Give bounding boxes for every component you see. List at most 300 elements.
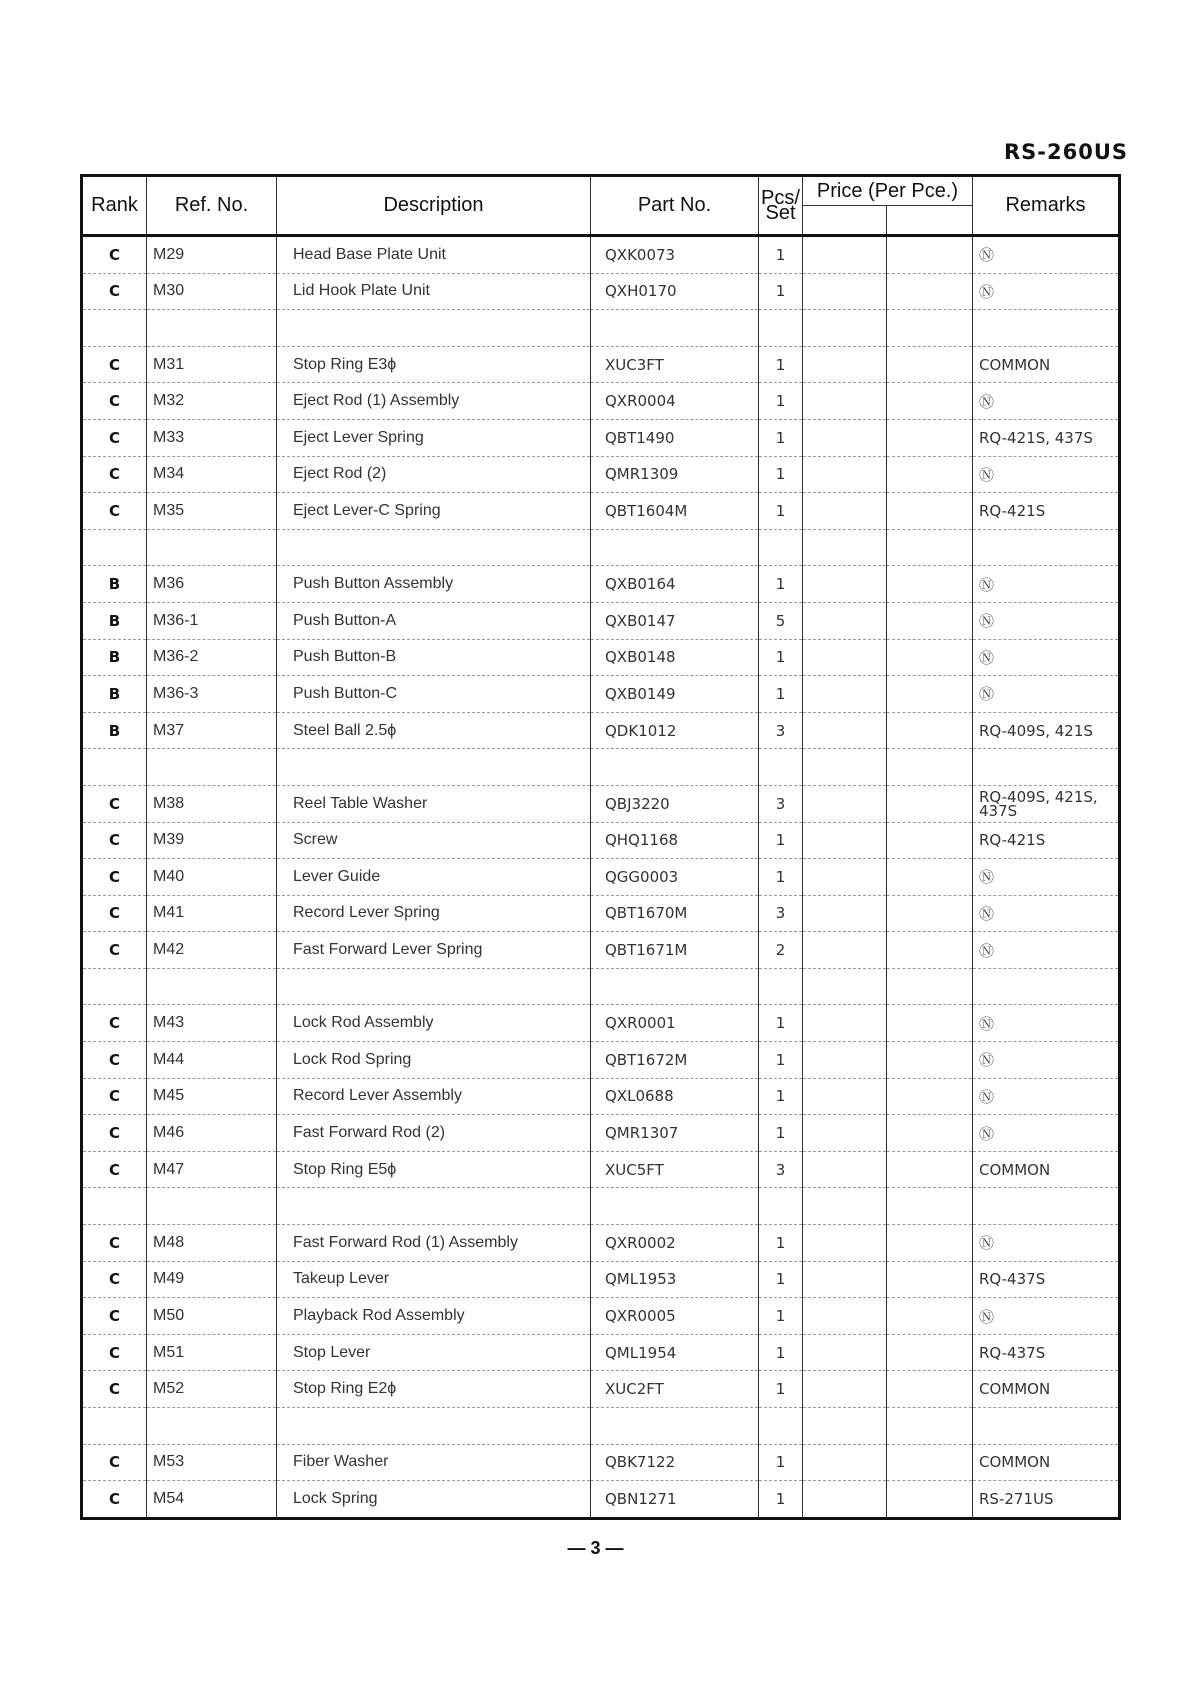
spacer-row xyxy=(82,310,1120,347)
ref-no-cell: M44 xyxy=(147,1042,277,1079)
ref-no-cell: M52 xyxy=(147,1371,277,1408)
remarks-cell xyxy=(973,749,1120,786)
ref-no-cell: M36 xyxy=(147,566,277,603)
ref-no-cell: M35 xyxy=(147,493,277,530)
price-cell-b xyxy=(887,456,973,493)
ref-no-cell: M36-2 xyxy=(147,639,277,676)
pcs-set-cell: 1 xyxy=(759,859,803,896)
table-row xyxy=(82,1261,1120,1298)
part-no-cell: QBT1490 xyxy=(591,419,759,456)
description-cell: Lever Guide xyxy=(277,859,591,896)
part-no-cell: QBT1670M xyxy=(591,895,759,932)
description-cell: Push Button Assembly xyxy=(277,566,591,603)
description-cell: Stop Ring E3ϕ xyxy=(277,346,591,383)
rank-cell: B xyxy=(82,566,147,603)
part-no-cell: XUC3FT xyxy=(591,346,759,383)
remarks-cell: RQ-409S, 421S, 437S xyxy=(973,785,1120,822)
part-no-cell xyxy=(591,968,759,1005)
ref-no-cell xyxy=(147,968,277,1005)
pcs-set-cell: 1 xyxy=(759,456,803,493)
spacer-row xyxy=(82,968,1120,1005)
description-cell xyxy=(277,1408,591,1445)
rank-cell: C xyxy=(82,822,147,859)
description-cell: Takeup Lever xyxy=(277,1261,591,1298)
part-no-cell: QXB0148 xyxy=(591,639,759,676)
description-cell: Screw xyxy=(277,822,591,859)
part-no-cell: QML1953 xyxy=(591,1261,759,1298)
remarks-cell xyxy=(973,1188,1120,1225)
description-cell: Eject Rod (2) xyxy=(277,456,591,493)
price-cell-b xyxy=(887,712,973,749)
description-cell: Fast Forward Rod (2) xyxy=(277,1115,591,1152)
rank-cell: B xyxy=(82,639,147,676)
description-cell: Push Button-B xyxy=(277,639,591,676)
pcs-set-cell: 1 xyxy=(759,1371,803,1408)
pcs-set-cell xyxy=(759,749,803,786)
price-cell-b xyxy=(887,859,973,896)
price-cell-b xyxy=(887,529,973,566)
table-row xyxy=(82,566,1120,603)
rank-cell: C xyxy=(82,1151,147,1188)
remarks-cell: Ⓝ xyxy=(973,602,1120,639)
price-cell-b xyxy=(887,1151,973,1188)
remarks-cell: Ⓝ xyxy=(973,639,1120,676)
pcs-set-cell: 3 xyxy=(759,785,803,822)
rank-cell: C xyxy=(82,383,147,420)
page-number: — 3 — xyxy=(567,1538,624,1558)
price-cell-b xyxy=(887,1005,973,1042)
part-no-cell: QMR1309 xyxy=(591,456,759,493)
rank-cell xyxy=(82,749,147,786)
ref-no-cell: M40 xyxy=(147,859,277,896)
pcs-set-cell: 1 xyxy=(759,1078,803,1115)
part-no-cell: QGG0003 xyxy=(591,859,759,896)
remarks-cell: Ⓝ xyxy=(973,859,1120,896)
price-cell-b xyxy=(887,419,973,456)
ref-no-cell: M37 xyxy=(147,712,277,749)
pcs-set-cell: 1 xyxy=(759,639,803,676)
pcs-set-cell: 1 xyxy=(759,822,803,859)
rank-cell: C xyxy=(82,785,147,822)
price-cell-a xyxy=(803,676,887,713)
rank-cell: C xyxy=(82,1078,147,1115)
pcs-set-cell: 1 xyxy=(759,1005,803,1042)
price-cell-a xyxy=(803,383,887,420)
remarks-cell: COMMON xyxy=(973,1371,1120,1408)
price-cell-b xyxy=(887,639,973,676)
rank-cell: C xyxy=(82,419,147,456)
table-row xyxy=(82,236,1120,274)
description-cell: Eject Lever-C Spring xyxy=(277,493,591,530)
ref-no-cell: M36-3 xyxy=(147,676,277,713)
part-no-cell: QXB0149 xyxy=(591,676,759,713)
description-cell: Fast Forward Rod (1) Assembly xyxy=(277,1225,591,1262)
description-cell: Fiber Washer xyxy=(277,1444,591,1481)
price-cell-b xyxy=(887,1115,973,1152)
ref-no-cell: M50 xyxy=(147,1298,277,1335)
price-cell-b xyxy=(887,383,973,420)
price-cell-b xyxy=(887,895,973,932)
part-no-cell xyxy=(591,1188,759,1225)
rank-cell xyxy=(82,1408,147,1445)
ref-no-cell: M41 xyxy=(147,895,277,932)
table-row xyxy=(82,493,1120,530)
ref-no-cell: M38 xyxy=(147,785,277,822)
spacer-row xyxy=(82,749,1120,786)
rank-cell: B xyxy=(82,602,147,639)
remarks-cell: COMMON xyxy=(973,1444,1120,1481)
description-cell: Stop Ring E5ϕ xyxy=(277,1151,591,1188)
price-cell-b xyxy=(887,676,973,713)
pcs-set-cell: 1 xyxy=(759,493,803,530)
pcs-set-cell: 1 xyxy=(759,419,803,456)
remarks-cell: Ⓝ xyxy=(973,932,1120,969)
rank-cell: C xyxy=(82,859,147,896)
description-cell: Eject Rod (1) Assembly xyxy=(277,383,591,420)
price-cell-b xyxy=(887,968,973,1005)
rank-cell: C xyxy=(82,1005,147,1042)
part-no-cell: QXB0164 xyxy=(591,566,759,603)
price-cell-a xyxy=(803,310,887,347)
part-no-cell: QXH0170 xyxy=(591,273,759,310)
remarks-cell: COMMON xyxy=(973,346,1120,383)
remarks-cell: Ⓝ xyxy=(973,383,1120,420)
table-row xyxy=(82,639,1120,676)
table-row xyxy=(82,1481,1120,1519)
pcs-set-cell: 1 xyxy=(759,1042,803,1079)
part-no-cell: QXB0147 xyxy=(591,602,759,639)
price-cell-b xyxy=(887,493,973,530)
description-cell: Steel Ball 2.5ϕ xyxy=(277,712,591,749)
table-row xyxy=(82,602,1120,639)
spacer-row xyxy=(82,1188,1120,1225)
col-price-sub-b xyxy=(887,206,973,236)
pcs-set-cell: 1 xyxy=(759,1444,803,1481)
description-cell: Lock Rod Assembly xyxy=(277,1005,591,1042)
col-ref-header: Ref. No. xyxy=(147,176,277,236)
table-row xyxy=(82,1444,1120,1481)
price-cell-b xyxy=(887,566,973,603)
price-cell-a xyxy=(803,1225,887,1262)
table-row xyxy=(82,895,1120,932)
description-cell: Playback Rod Assembly xyxy=(277,1298,591,1335)
col-part-no-header: Part No. xyxy=(591,176,759,236)
parts-list-table xyxy=(80,174,1121,1520)
table-row xyxy=(82,1005,1120,1042)
price-cell-a xyxy=(803,712,887,749)
pcs-set-cell: 3 xyxy=(759,712,803,749)
price-cell-b xyxy=(887,602,973,639)
description-cell xyxy=(277,749,591,786)
ref-no-cell xyxy=(147,310,277,347)
price-cell-a xyxy=(803,859,887,896)
ref-no-cell: M49 xyxy=(147,1261,277,1298)
rank-cell: C xyxy=(82,273,147,310)
price-cell-a xyxy=(803,895,887,932)
remarks-cell xyxy=(973,1408,1120,1445)
table-row xyxy=(82,273,1120,310)
ref-no-cell xyxy=(147,749,277,786)
price-cell-a xyxy=(803,529,887,566)
rank-cell: C xyxy=(82,1298,147,1335)
price-cell-a xyxy=(803,1371,887,1408)
part-no-cell: QDK1012 xyxy=(591,712,759,749)
price-cell-a xyxy=(803,822,887,859)
remarks-cell: RQ-437S xyxy=(973,1334,1120,1371)
rank-cell: C xyxy=(82,1334,147,1371)
remarks-cell: RQ-421S xyxy=(973,822,1120,859)
table-row xyxy=(82,859,1120,896)
col-rank-header: Rank xyxy=(82,176,147,236)
table-row xyxy=(82,785,1120,822)
ref-no-cell: M48 xyxy=(147,1225,277,1262)
part-no-cell: QML1954 xyxy=(591,1334,759,1371)
col-price-sub-a xyxy=(803,206,887,236)
ref-no-cell: M42 xyxy=(147,932,277,969)
ref-no-cell: M39 xyxy=(147,822,277,859)
table-row xyxy=(82,676,1120,713)
price-cell-b xyxy=(887,822,973,859)
remarks-cell: COMMON xyxy=(973,1151,1120,1188)
remarks-cell: Ⓝ xyxy=(973,566,1120,603)
remarks-cell: Ⓝ xyxy=(973,1005,1120,1042)
ref-no-cell: M33 xyxy=(147,419,277,456)
remarks-cell xyxy=(973,968,1120,1005)
ref-no-cell: M51 xyxy=(147,1334,277,1371)
price-cell-a xyxy=(803,639,887,676)
remarks-cell: Ⓝ xyxy=(973,273,1120,310)
rank-cell: C xyxy=(82,1115,147,1152)
price-cell-b xyxy=(887,1408,973,1445)
part-no-cell: QXL0688 xyxy=(591,1078,759,1115)
table-row xyxy=(82,1298,1120,1335)
price-cell-b xyxy=(887,346,973,383)
pcs-set-cell xyxy=(759,1408,803,1445)
description-cell: Record Lever Assembly xyxy=(277,1078,591,1115)
pcs-set-cell xyxy=(759,968,803,1005)
table-body xyxy=(82,236,1120,1519)
part-no-cell: QBJ3220 xyxy=(591,785,759,822)
description-cell: Lock Spring xyxy=(277,1481,591,1519)
description-cell: Eject Lever Spring xyxy=(277,419,591,456)
ref-no-cell xyxy=(147,1188,277,1225)
part-no-cell: QXR0002 xyxy=(591,1225,759,1262)
price-cell-b xyxy=(887,1042,973,1079)
price-cell-a xyxy=(803,968,887,1005)
part-no-cell xyxy=(591,749,759,786)
price-cell-a xyxy=(803,1042,887,1079)
part-no-cell: QHQ1168 xyxy=(591,822,759,859)
col-pcs-set-header: Pcs/ Set xyxy=(759,176,803,236)
price-cell-a xyxy=(803,236,887,274)
price-cell-b xyxy=(887,1188,973,1225)
ref-no-cell: M47 xyxy=(147,1151,277,1188)
table-row xyxy=(82,932,1120,969)
ref-no-cell: M53 xyxy=(147,1444,277,1481)
price-cell-b xyxy=(887,1444,973,1481)
rank-cell: C xyxy=(82,1481,147,1519)
remarks-cell: RS-271US xyxy=(973,1481,1120,1519)
pcs-set-cell: 1 xyxy=(759,1298,803,1335)
part-no-cell: QXR0001 xyxy=(591,1005,759,1042)
pcs-set-cell: 1 xyxy=(759,346,803,383)
part-no-cell xyxy=(591,1408,759,1445)
table-row xyxy=(82,1334,1120,1371)
table-row xyxy=(82,1225,1120,1262)
description-cell xyxy=(277,529,591,566)
remarks-cell: RQ-409S, 421S xyxy=(973,712,1120,749)
col-remarks-header: Remarks xyxy=(973,176,1120,236)
table-row xyxy=(82,456,1120,493)
table-row xyxy=(82,383,1120,420)
price-cell-b xyxy=(887,1078,973,1115)
col-description-header: Description xyxy=(277,176,591,236)
pcs-set-cell: 1 xyxy=(759,1334,803,1371)
table-row xyxy=(82,1115,1120,1152)
table-header xyxy=(82,176,1120,236)
price-cell-a xyxy=(803,932,887,969)
rank-cell: C xyxy=(82,1042,147,1079)
remarks-cell: RQ-421S, 437S xyxy=(973,419,1120,456)
description-cell: Reel Table Washer xyxy=(277,785,591,822)
table-row xyxy=(82,712,1120,749)
pcs-set-cell xyxy=(759,1188,803,1225)
part-no-cell: XUC2FT xyxy=(591,1371,759,1408)
price-cell-a xyxy=(803,456,887,493)
price-cell-b xyxy=(887,749,973,786)
price-cell-b xyxy=(887,1481,973,1519)
description-cell xyxy=(277,968,591,1005)
part-no-cell: QXR0005 xyxy=(591,1298,759,1335)
price-cell-a xyxy=(803,749,887,786)
ref-no-cell: M34 xyxy=(147,456,277,493)
spacer-row xyxy=(82,1408,1120,1445)
remarks-cell: Ⓝ xyxy=(973,1298,1120,1335)
rank-cell: C xyxy=(82,1444,147,1481)
pcs-set-cell: 1 xyxy=(759,383,803,420)
part-no-cell: QBT1672M xyxy=(591,1042,759,1079)
rank-cell: C xyxy=(82,1371,147,1408)
description-cell: Push Button-C xyxy=(277,676,591,713)
remarks-cell: Ⓝ xyxy=(973,676,1120,713)
pcs-set-cell: 3 xyxy=(759,895,803,932)
rank-cell: C xyxy=(82,932,147,969)
ref-no-cell: M54 xyxy=(147,1481,277,1519)
ref-no-cell: M30 xyxy=(147,273,277,310)
ref-no-cell: M46 xyxy=(147,1115,277,1152)
rank-cell xyxy=(82,310,147,347)
price-cell-b xyxy=(887,273,973,310)
ref-no-cell xyxy=(147,1408,277,1445)
description-cell: Head Base Plate Unit xyxy=(277,236,591,274)
part-no-cell: QBN1271 xyxy=(591,1481,759,1519)
ref-no-cell: M45 xyxy=(147,1078,277,1115)
price-cell-b xyxy=(887,1225,973,1262)
remarks-cell: Ⓝ xyxy=(973,456,1120,493)
rank-cell: B xyxy=(82,712,147,749)
rank-cell: B xyxy=(82,676,147,713)
price-cell-b xyxy=(887,1261,973,1298)
rank-cell: C xyxy=(82,493,147,530)
remarks-cell xyxy=(973,310,1120,347)
remarks-cell: Ⓝ xyxy=(973,895,1120,932)
part-no-cell: QMR1307 xyxy=(591,1115,759,1152)
price-cell-a xyxy=(803,1005,887,1042)
table-row xyxy=(82,1078,1120,1115)
price-cell-a xyxy=(803,1078,887,1115)
ref-no-cell: M31 xyxy=(147,346,277,383)
table-row xyxy=(82,419,1120,456)
price-cell-a xyxy=(803,1261,887,1298)
description-cell: Lock Rod Spring xyxy=(277,1042,591,1079)
ref-no-cell: M36-1 xyxy=(147,602,277,639)
price-cell-a xyxy=(803,566,887,603)
pcs-set-cell: 2 xyxy=(759,932,803,969)
price-cell-b xyxy=(887,236,973,274)
part-no-cell xyxy=(591,529,759,566)
pcs-set-cell xyxy=(759,310,803,347)
price-cell-a xyxy=(803,1444,887,1481)
col-price-header: Price (Per Pce.) xyxy=(803,176,973,206)
price-cell-b xyxy=(887,785,973,822)
part-no-cell: QBK7122 xyxy=(591,1444,759,1481)
remarks-cell: RQ-421S xyxy=(973,493,1120,530)
description-cell: Record Lever Spring xyxy=(277,895,591,932)
remarks-cell: Ⓝ xyxy=(973,1115,1120,1152)
rank-cell: C xyxy=(82,346,147,383)
table-row xyxy=(82,822,1120,859)
pcs-set-cell: 1 xyxy=(759,1115,803,1152)
price-cell-a xyxy=(803,785,887,822)
model-number: RS-260US xyxy=(1003,140,1128,164)
pcs-set-cell: 5 xyxy=(759,602,803,639)
description-cell xyxy=(277,1188,591,1225)
table-row xyxy=(82,1151,1120,1188)
ref-no-cell: M43 xyxy=(147,1005,277,1042)
remarks-cell: Ⓝ xyxy=(973,1078,1120,1115)
ref-no-cell: M32 xyxy=(147,383,277,420)
part-no-cell: QBT1604M xyxy=(591,493,759,530)
part-no-cell: XUC5FT xyxy=(591,1151,759,1188)
part-no-cell xyxy=(591,310,759,347)
rank-cell xyxy=(82,968,147,1005)
pcs-set-cell: 1 xyxy=(759,1225,803,1262)
price-cell-a xyxy=(803,273,887,310)
pcs-set-cell: 1 xyxy=(759,566,803,603)
ref-no-cell xyxy=(147,529,277,566)
rank-cell: C xyxy=(82,1225,147,1262)
part-no-cell: QBT1671M xyxy=(591,932,759,969)
description-cell: Stop Lever xyxy=(277,1334,591,1371)
remarks-cell: RQ-437S xyxy=(973,1261,1120,1298)
price-cell-a xyxy=(803,1115,887,1152)
price-cell-a xyxy=(803,1151,887,1188)
table-row xyxy=(82,1042,1120,1079)
price-cell-b xyxy=(887,310,973,347)
price-cell-a xyxy=(803,1481,887,1519)
pcs-set-cell xyxy=(759,529,803,566)
price-cell-a xyxy=(803,1188,887,1225)
remarks-cell: Ⓝ xyxy=(973,1225,1120,1262)
price-cell-b xyxy=(887,932,973,969)
remarks-cell xyxy=(973,529,1120,566)
price-cell-a xyxy=(803,419,887,456)
rank-cell: C xyxy=(82,456,147,493)
spacer-row xyxy=(82,529,1120,566)
pcs-set-cell: 1 xyxy=(759,1261,803,1298)
remarks-cell: Ⓝ xyxy=(973,1042,1120,1079)
price-cell-a xyxy=(803,602,887,639)
